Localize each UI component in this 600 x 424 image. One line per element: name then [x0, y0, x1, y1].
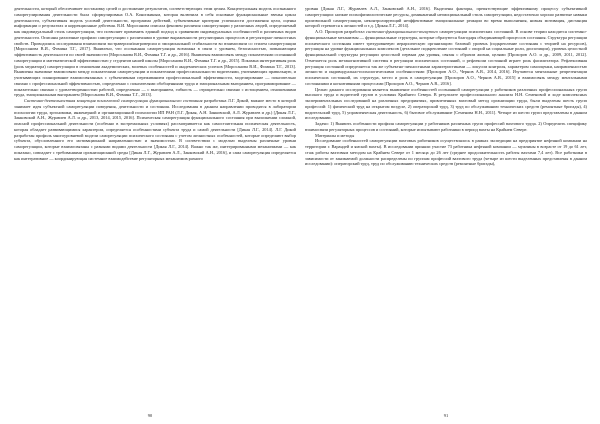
right-page-text: [305, 6, 587, 167]
left-page: [14, 6, 296, 410]
paragraph: Исследование особенностей саморегуляции вахтовых работников осуществлялось в рамках экспедиции на предприятие нефтяной компании на территории г. Варандей и ямской вахты). В исследовании приняли участие 73 работника нефтяной компании — мужчины в возрасте от 19 до 61 лет, стаж работы вахтовым методом на Крайнем Севере от 1 месяца до 26 лет (среднее продолжительность работы вахтами 7,4 лет). Все работники в зависимости от занимаемой должности распределены по группам профессий вахтового труда (четыре из шести выделенных представлены в данном исследовании): операторский труд, труд по обслуживанию технических средств (ремонтные бригады),: [305, 138, 587, 167]
paragraph: деятельности, который обеспечивает постановку целей и достижение результатов, соответствующих этим целям. Концептуальная модель осознанного саморегулирования деятельности была сформулирована О.А. Конопкиным, которая включила в себя основные функциональные звенья цикла деятельности, субъективная модель условий деятельности, программа действий, субъективные критерии успешности достижения цели, оценка информации о результатах и коррекционные действия. В.И. Моросанова описала феномен различия саморегуляции у различных людей, определяемый как индивидуальный стиль саморегуляции, что позволяет применить единый подход к сравнению индивидуальных особенностей и различных видов деятельности. Описаны различные профили саморегуляции с различиями в уровне выраженности регуляторных процессов и регуляторно-личностных свойств. Проводились исследования взаимосвязи экстраверсии/интроверсии и эмоциональной стабильности во взаимосвязи со стилем саморегуляции [Моросанова В.И., Фомина Т.Г., 2017]. Выявлено, что осознанная саморегуляция возможна в связи с уровнем, безопасностью, повышающим эффективность деятельности по своей значимости [Моросанова В.И., Фомина Т.Г. и др., 2016]. Выявлены взаимосвязь между показателями осознанной саморегуляции и математической эффективностью у студентов нашей школы [Моросанова В.И., Фомина Т.Г. и др., 2015]. Показана интегративная роль (роль медиатора) саморегуляции в отношении академических, волевых особенностей и академических успехов [Моросанова В.И., Фомина Т.Г., 2013]. Выявлены значимые взаимосвязи между показателями саморегуляции и показателями профессиональности водителями, учитывающих правильную, и учитывающих планирование взаимосвязанных с субъективным переживанием профессиональной эффективности, моделирование — показательно связано с профессиональной эффективностью, определенно с показателями обобщенными труда и эмоциональным выгоранием, программирование — показательно связано с удовлетворенностью работой, определенно — с выгоранием, гибкость — отрицательно связано с истощением, отношениями труда, эмоциональным выгоранием [Моросанова В.И., Фомина Т.Г., 2013].: [14, 6, 296, 98]
paragraph: Целью данного исследования является выявление особенностей осознанной саморегуляции у работников различных профессиональных групп высокого труда и водителей грузов в условиях Крайнего Севера. В результате профессионального анализа Н.Н. Семеновой и ходе комплексных экспериментальных исследований на различных предприятиях, привлеченных вахтовый метод организации труда, были выделены шесть групп профессий: 1) физический труд на открытом воздухе, 2) операторский труд, 3) труд по обслуживанию технических средств (ремонтные бригады), 4) водительский труд, 5) управленческая деятельность, 6) бытовое обслуживание [Семенова Н.Н., 2011]. Четыре из шести групп представлены в данном исследовании.: [305, 86, 587, 121]
paragraph-lead: А.О. Прохоров разработал: [315, 29, 367, 34]
paragraph-text: саморегуляции психических состояний. В основе теории находится системно-функциональные механизмы — функциональные структуры, которые образуются благодаря объединяющей процессов состояния. Структура регуляции психического состояния имеет трехуровневую иерархическую организацию: базовый уровень (подкрепление состояния с теорией на ресурсов), регуляция на уровне функциональных комплексов (детальное подкрепление состояний с опорой на социальные роли, диспозиции), уровень целостной функциональной структуры регуляции целостной первым два уровня, связан с образом жизни, целями [Прохоров А.О. и др., 2009, 2011, 2012]. Отмечается роль метакогнитивной системы в регуляции психических состояний, о рефлексии состояний играет роль фасилитатора. Рефлексивная регуляция состояний определяется так же субъектно-личностными характеристиками — локусом контроля, характером самооценки, направленностью личности и индивидуально-психологическими особенностями [Прохоров А.О., Чернов А.В., 2014, 2016]. Изучаются ментальные репрезентации психических состояний, их структура, место и роль в саморегуляции [Прохоров А.О., Чернов А.В., 2015] и взаимосвязь между ментальными состояниями и когнитивными процессами [Прохоров А.О., Чернов А.В., 2016].: [305, 29, 587, 86]
italic-term: системно-функционального-вогнутого: [366, 29, 438, 34]
paragraph: уровня [Дикая Л.Г., Журавлев А.Л., Занковский А.Н., 2016]. Выделены факторы, препятствующие эффективному процессу субъективной саморегуляции: низкие психофизиологические ресурсы, доминантный неэмоциональный стиль саморегуляции, недостаточно хорошо развитые навыки произвольной саморегуляции, неконтролирующий неэффективные эмоциональные реакции во время выполнения, низкая мотивация, дистанция которой стремится к личностей и т.д. [Дикая Л.Г., 2014].: [305, 6, 587, 29]
section-heading: Материалы и методы: [315, 132, 355, 138]
left-page-text: [14, 6, 296, 161]
paragraph: [14, 98, 296, 161]
paragraph: [305, 29, 587, 87]
italic-term: Системно-деятельностная концепция психической саморегуляции функционального состояния: [24, 98, 203, 103]
paragraph-text: разработана Л.Г. Дикой, важное место в которой занимает идея субъектной саморегуляции поведения, деятельности и состояния. Исследования в данном направлении проводятся в лаборатории психологии труда, эргономики, инженерной и организационной психологии ИП РАН (Л.Г. Дикая, А.Н. Занковский, А.Л. Журавлев и др.) [Дикая Л.Г., Занковский А.Н., Журавлев А.Л. и др., 2013, 2014, 2015, 2016]. Психическая саморегуляция функционального состояния при выполнении сложной, опасной профессиональной деятельности (особенно в экстремальных условиях) рассматривается как самостоятельная психическая деятельность, которая обладает развивающимися характером, определяется особенностями субъекта труда и самой деятельности [Дикая Л.Г., 2014]. Л.Г. Дикой разработан профиль многоуровневой модели саморегуляции психического состояния с учетом личностных особенностей, которые определяют выбор субъекта, обусловленного его мотивационной направленностью и значимостью. В соответствии с моделью выделены различные уровни саморегуляции, которые взаимосвязаны с разными видами деятельности [Дикая Л.Г., 2014]. Важно так же, интегрированными механизмами — как показано, совпадает с требованиями организационной среды [Дикая Л.Г., Журавлев А.Л., Занковский А.Н., 2016], и сама саморегуляция определяется как интегративное — координирующая системное взаимодействие регуляторных механизмов разного: [14, 98, 296, 161]
page-number-right: 91: [443, 413, 449, 418]
right-page: [305, 6, 587, 410]
page-number-left: 90: [147, 413, 153, 418]
paragraph: Задачи: 1) Выявить особенности профиля саморегуляции у работников различных групп профессий вахтового труда. 2) Определить специфику взаимосвязи регуляторных процессов и состояний, которые испытывают работники в период вахты на Крайнем Севере.: [305, 121, 587, 132]
